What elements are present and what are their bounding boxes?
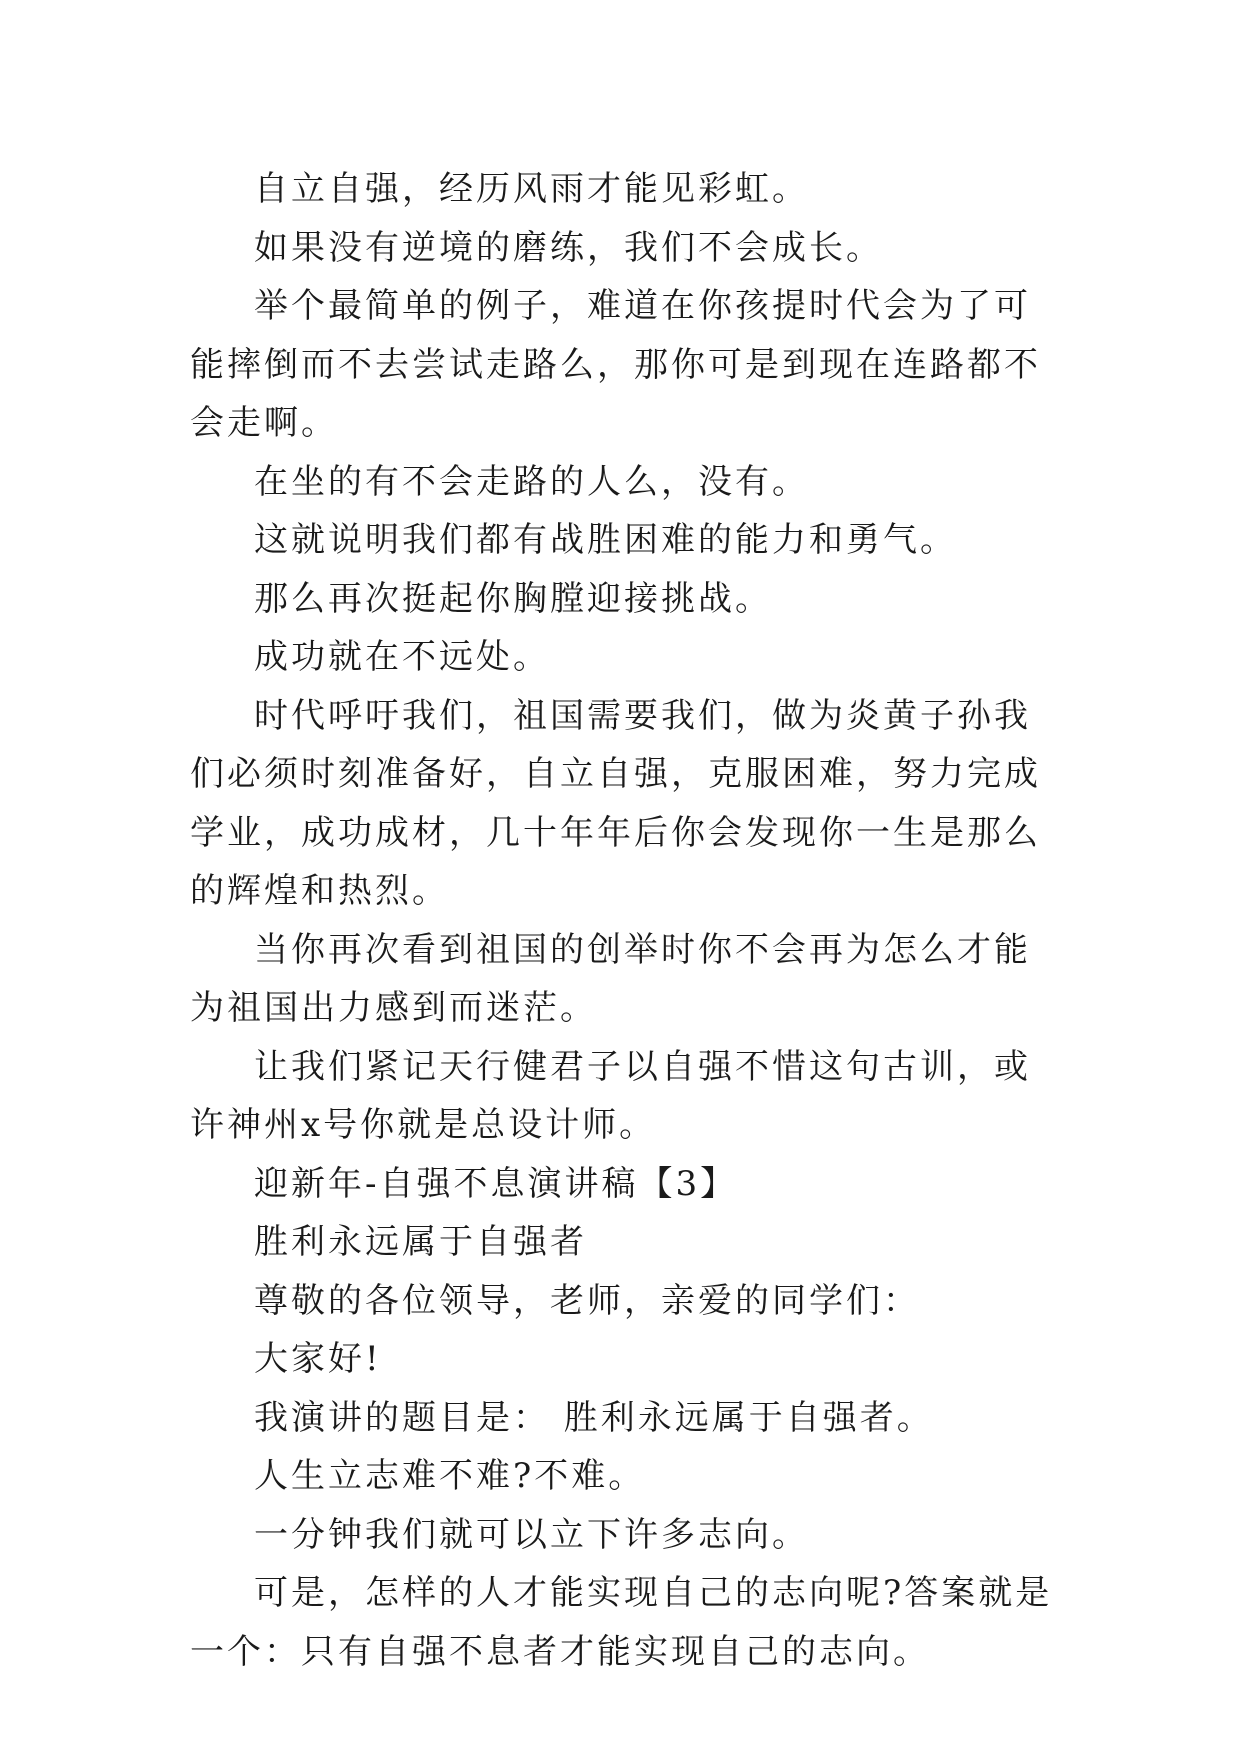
- paragraph: 那么再次挺起你胸膛迎接挑战。: [254, 578, 772, 619]
- document-body: [190, 160, 1054, 1681]
- paragraph: 一分钟我们就可以立下许多志向。: [254, 1514, 809, 1555]
- paragraph: 举个最简单的例子，难道在你孩提时代会为了可能摔倒而不去尝试走路么，那你可是到现在连路都不会走啊。: [190, 286, 1041, 443]
- paragraph: 让我们紧记天行健君子以自强不惜这句古训，或许神州x号你就是总设计师。: [190, 1046, 1031, 1145]
- paragraph: 在坐的有不会走路的人么，没有。: [254, 461, 809, 502]
- greeting: 大家好!: [254, 1339, 382, 1379]
- paragraph: 当你再次看到祖国的创举时你不会再为怎么才能为祖国出力感到而迷茫。: [190, 929, 1031, 1028]
- paragraph: 人生立志难不难?不难。: [254, 1456, 646, 1496]
- paragraph: 自立自强，经历风雨才能见彩虹。: [254, 169, 809, 209]
- section-title: 迎新年-自强不息演讲稿【3】: [254, 1163, 738, 1204]
- paragraph: 这就说明我们都有战胜困难的能力和勇气。: [254, 520, 957, 560]
- paragraph: 可是，怎样的人才能实现自己的志向呢?答案就是一个：只有自强不息者才能实现自己的志向。: [190, 1573, 1053, 1672]
- paragraph: 成功就在不远处。: [254, 637, 550, 677]
- paragraph: 我演讲的题目是： 胜利永远属于自强者。: [254, 1397, 934, 1438]
- salutation: 尊敬的各位领导，老师，亲爱的同学们：: [254, 1280, 920, 1321]
- paragraph: 时代呼吁我们，祖国需要我们，做为炎黄子孙我们必须时刻准备好，自立自强，克服困难，努力完成学业，成功成材，几十年年后你会发现你一生是那么的辉煌和热烈。: [190, 695, 1041, 911]
- speech-title: 胜利永远属于自强者: [254, 1222, 587, 1262]
- paragraph: 如果没有逆境的磨练，我们不会成长。: [254, 227, 883, 268]
